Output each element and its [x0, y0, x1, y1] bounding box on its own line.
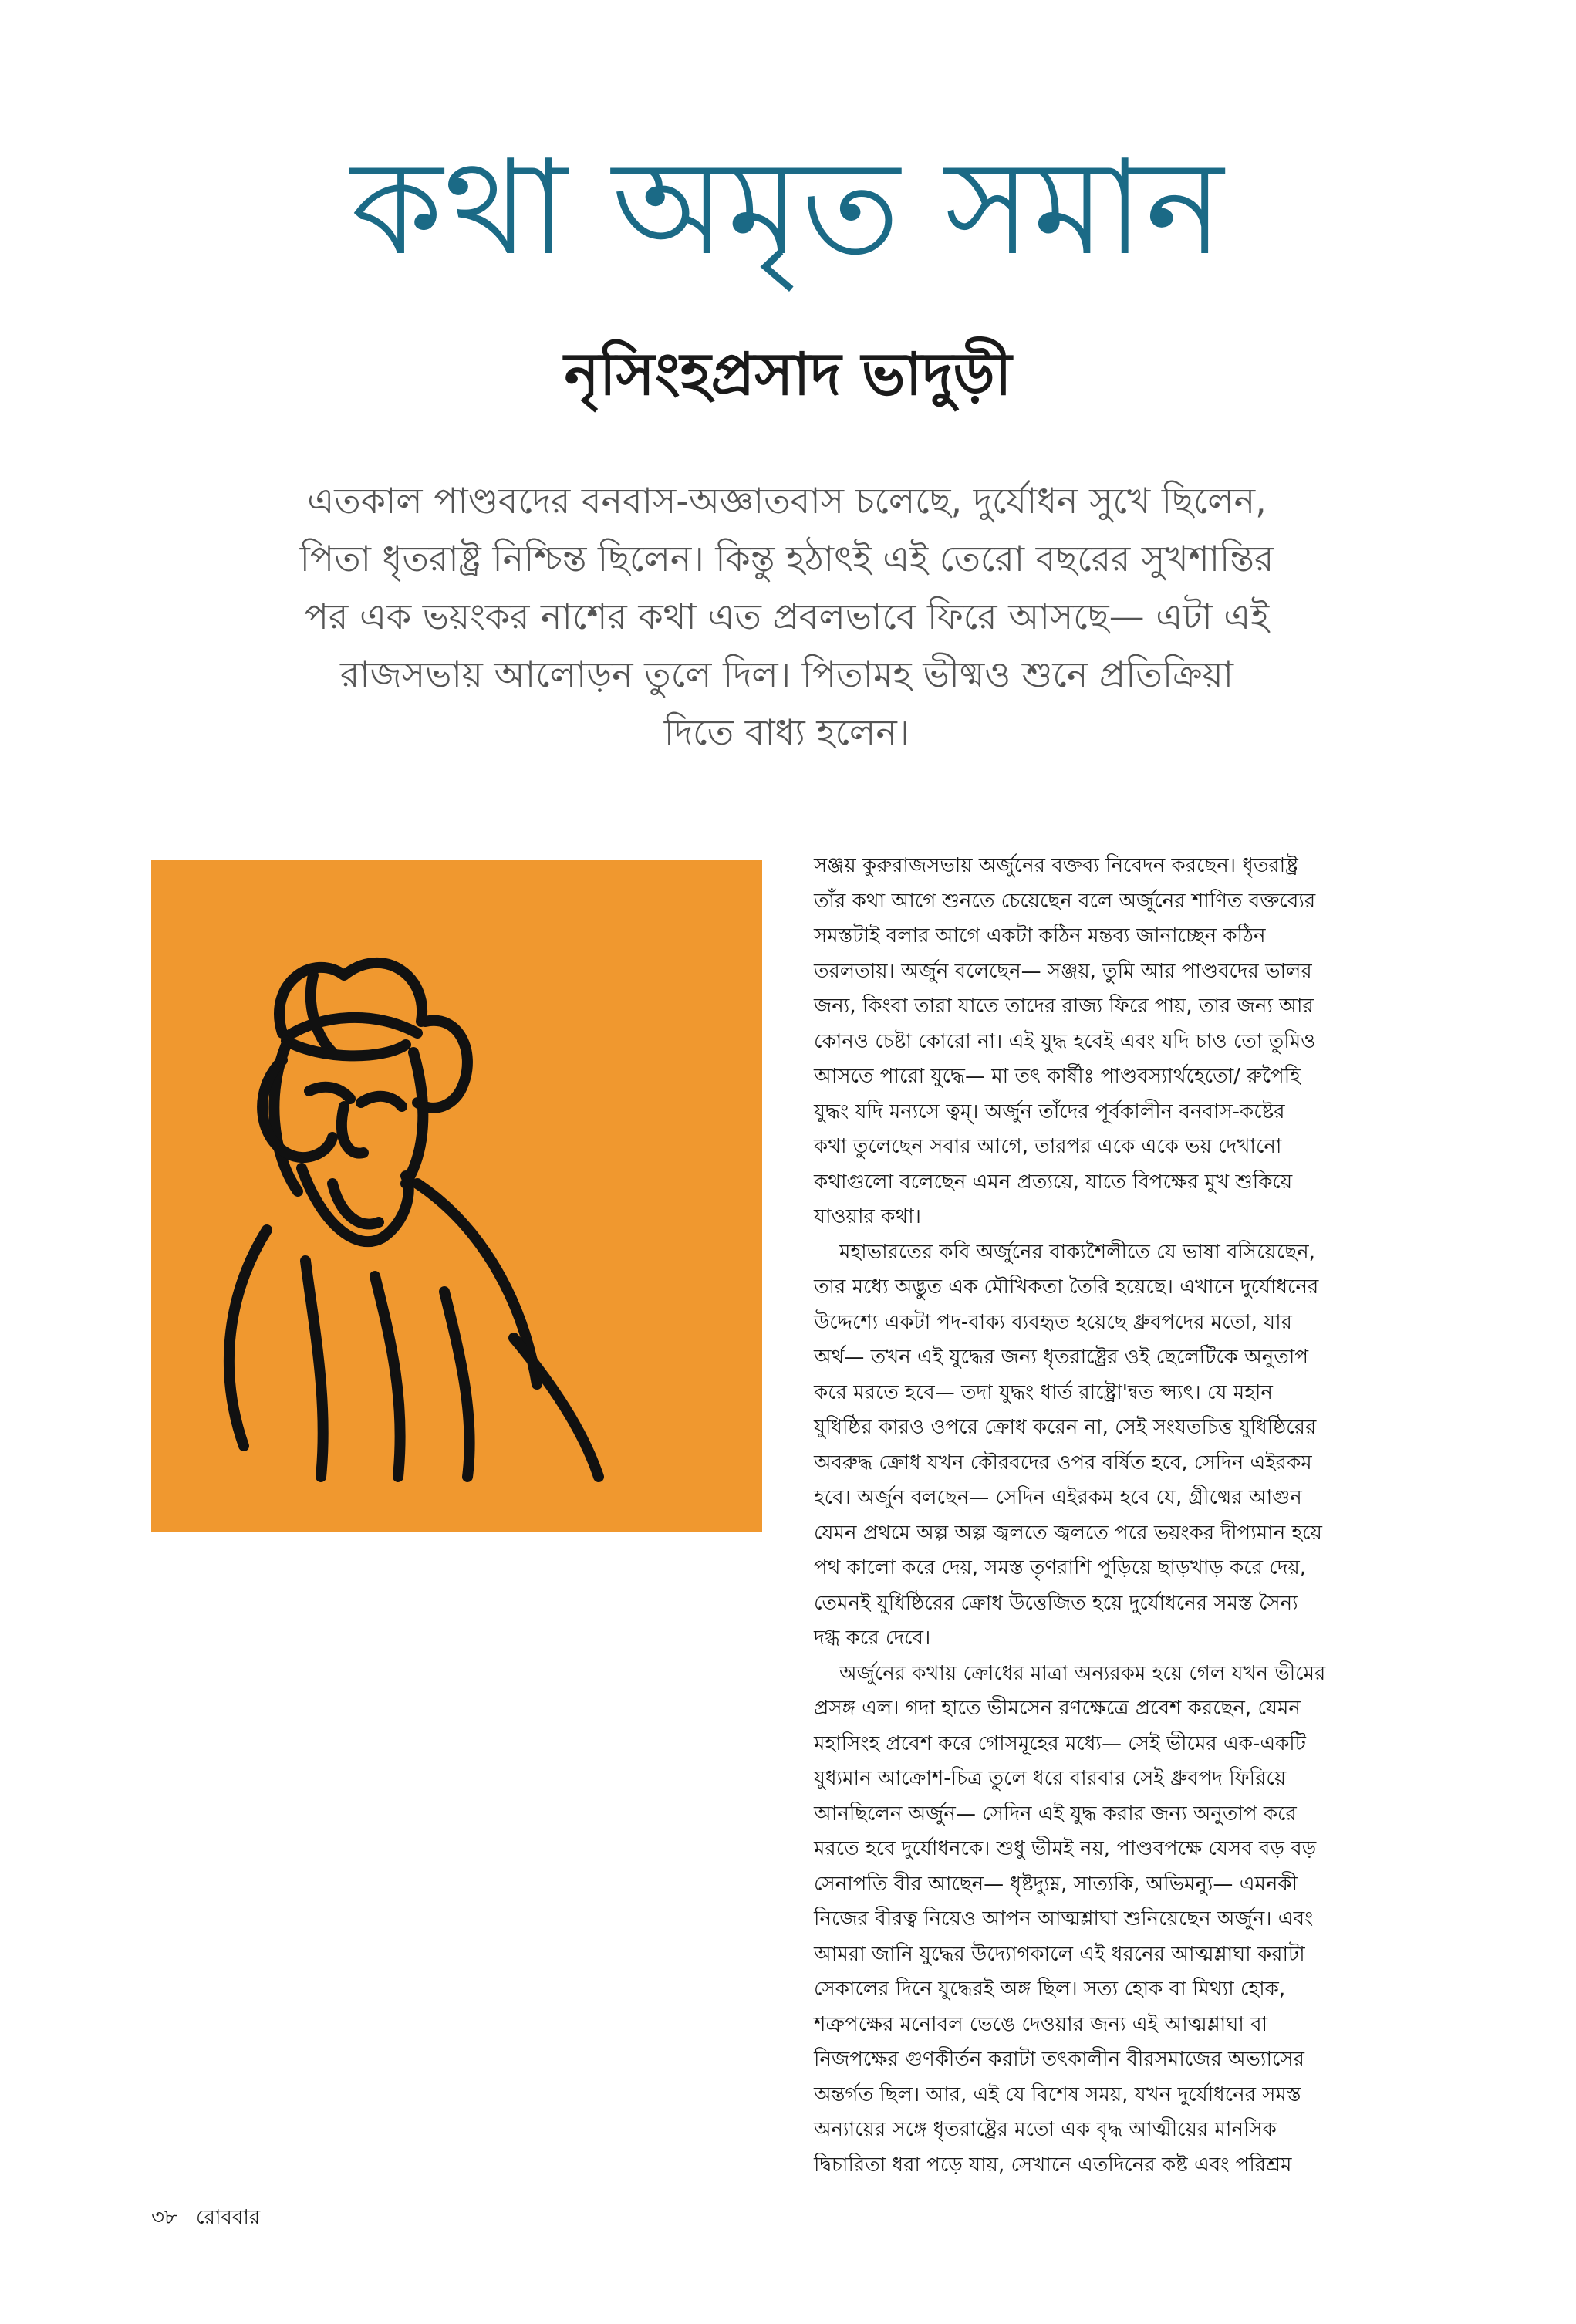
body-line: অর্জুনের কথায় ক্রোধের মাত্রা অন্যরকম হয়ে গেল যখন ভীমের: [814, 1661, 1326, 1685]
body-line: কথাগুলো বলেছেন এমন প্রত্যয়ে, যাতে বিপক্ষের মুখ শুকিয়ে: [814, 1170, 1293, 1194]
body-line: জন্য, কিংবা তারা যাতে তাদের রাজ্য ফিরে পায়, তার জন্য আর: [814, 995, 1314, 1018]
body-line: মহাসিংহ প্রবেশ করে গোসমূহের মধ্যে— সেই ভীমের এক-একটি: [814, 1731, 1306, 1755]
body-line: আমরা জানি যুদ্ধের উদ্যোগকালে এই ধরনের আত্মশ্লাঘা করাটা: [814, 1942, 1305, 1966]
body-line: দগ্ধ করে দেবে।: [814, 1626, 931, 1650]
turban-stroke: [311, 975, 332, 1052]
article-body: [814, 849, 1454, 2183]
turban-stroke: [286, 1041, 406, 1056]
eye-stroke: [361, 1096, 402, 1106]
intro-standfirst: [185, 472, 1389, 762]
body-line: যুধ্যমান আক্রোশ-চিত্র তুলে ধরে বারবার সেই ধ্রুবপদ ফিরিয়ে: [814, 1767, 1287, 1790]
intro-line: পিতা ধৃতরাষ্ট্র নিশ্চিন্ত ছিলেন। কিন্তু হঠাৎই এই তেরো বছরের সুখশান্তির: [299, 538, 1274, 579]
turban-stroke: [286, 1018, 417, 1037]
body-line: প্রসঙ্গ এল। গদা হাতে ভীমসেন রণক্ষেত্রে প্রবেশ করছেন, যেমন: [814, 1697, 1301, 1720]
face-stroke: [406, 1052, 423, 1184]
body-line: তার মধ্যে অদ্ভুত এক মৌখিকতা তৈরি হয়েছে। এখানে দুর্যোধনের: [814, 1275, 1319, 1299]
body-line: পথ কালো করে দেয়, সমস্ত তৃণরাশি পুড়িয়ে ছাড়খাড় করে দেয়,: [814, 1556, 1307, 1579]
sage-drawing: [151, 860, 762, 1532]
body-line: নিজপক্ষের গুণকীর্তন করাটা তৎকালীন বীরসমাজের অভ্যাসের: [814, 2048, 1304, 2071]
body-line: সমস্তটাই বলার আগে একটা কঠিন মন্তব্য জানাচ্ছেন কঠিন: [814, 924, 1266, 948]
body-stroke: [514, 1338, 599, 1477]
body-line: কথা তুলেছেন সবার আগে, তারপর একে একে ভয় দেখানো: [814, 1135, 1282, 1158]
body-line: কোনও চেষ্টা কোরো না। এই যুদ্ধ হবেই এবং যদি চাও তো তুমিও: [814, 1029, 1316, 1053]
nose-stroke: [342, 1106, 363, 1154]
body-line: তরলতায়। অর্জুন বলেছেন— সঞ্জয়, তুমি আর পাণ্ডবদের ভালর: [814, 959, 1312, 983]
body-line: তাঁর কথা আগে শুনতে চেয়েছেন বলে অর্জুনের শাণিত বক্তব্যের: [814, 889, 1316, 913]
intro-line: এতকাল পাণ্ডবদের বনবাস-অজ্ঞাতবাস চলেছে, দুর্যোধন সুখে ছিলেন,: [307, 480, 1267, 522]
page-footer: [151, 2204, 260, 2231]
sage-illustration: [151, 860, 762, 1532]
body-line: আসতে পারো যুদ্ধে— মা তৎ কার্ষীঃ পাণ্ডবস্যার্থহেতো/ রুপৈহি: [814, 1065, 1301, 1088]
body-line: শত্রুপক্ষের মনোবল ভেঙে দেওয়ার জন্য এই আত্মশ্লাঘা বা: [814, 2012, 1268, 2036]
body-line: মহাভারতের কবি অর্জুনের বাক্যশৈলীতে যে ভাষা বসিয়েছেন,: [814, 1240, 1315, 1264]
body-line: নিজের বীরত্ব নিয়েও আপন আত্মশ্লাঘা শুনিয়েছেন অর্জুন। এবং: [814, 1907, 1314, 1930]
intro-line: দিতে বাধ্য হলেন।: [663, 711, 910, 753]
body-line: যুধিষ্ঠির কারও ওপরে ক্রোধ করেন না, সেই সংযতচিত্ত যুধিষ্ঠিরের: [814, 1416, 1317, 1439]
beard-stroke: [332, 1184, 379, 1224]
intro-line: রাজসভায় আলোড়ন তুলে দিল। পিতামহ ভীষ্মও শুনে প্রতিক্রিয়া: [339, 654, 1234, 695]
beard-stroke: [302, 1168, 409, 1241]
body-stroke: [444, 1292, 470, 1477]
body-line: মরতে হবে দুর্যোধনকে। শুধু ভীমই নয়, পাণ্ডবপক্ষে যেসব বড় বড়: [814, 1837, 1317, 1860]
body-line: সঞ্জয় কুরুরাজসভায় অর্জুনের বক্তব্য নিবেদন করছেন। ধৃতরাষ্ট্র: [814, 854, 1298, 877]
intro-line: পর এক ভয়ংকর নাশের কথা এত প্রবলভাবে ফিরে আসছে— এটা এই: [304, 596, 1270, 637]
body-line: অবরুদ্ধ ক্রোধ যখন কৌরবদের ওপর বর্ষিত হবে, সেদিন এইরকম: [814, 1451, 1312, 1474]
body-line: আনছিলেন অর্জুন— সেদিন এই যুদ্ধ করার জন্য অনুতাপ করে: [814, 1802, 1297, 1826]
body-line: সেকালের দিনে যুদ্ধেরই অঙ্গ ছিল। সত্য হোক বা মিথ্যা হোক,: [814, 1978, 1286, 2001]
magazine-name: রোববার: [196, 2206, 261, 2229]
page-number: ৩৮: [151, 2206, 177, 2229]
body-line: অন্যায়ের সঙ্গে ধৃতরাষ্ট্রের মতো এক বৃদ্ধ আত্মীয়ের মানসিক: [814, 2118, 1277, 2141]
body-stroke: [305, 1261, 323, 1477]
body-line: যেমন প্রথমে অল্প অল্প জ্বলতে জ্বলতে পরে ভয়ংকর দীপ্যমান হয়ে: [814, 1521, 1322, 1545]
body-stroke: [375, 1276, 400, 1477]
body-stroke: [417, 1184, 537, 1384]
author-byline: নৃসিংহপ্রসাদ ভাদুড়ী: [564, 339, 1012, 408]
body-line: যুদ্ধং যদি মন্যসে ত্বম্। অর্জুন তাঁদের পূর্বকালীন বনবাস-কষ্টের: [814, 1100, 1285, 1123]
body-line: অন্তর্গত ছিল। আর, এই যে বিশেষ সময়, যখন দুর্যোধনের সমস্ত: [814, 2082, 1301, 2106]
page-title: কথা অমৃত সমান: [350, 132, 1226, 285]
body-line: যাওয়ার কথা।: [814, 1205, 921, 1228]
body-line: দ্বিচারিতা ধরা পড়ে যায়, সেখানে এতদিনের কষ্ট এবং পরিশ্রম: [814, 2153, 1292, 2177]
eye-stroke: [309, 1087, 350, 1099]
body-line: তেমনই যুধিষ্ঠিরের ক্রোধ উত্তেজিত হয়ে দুর্যোধনের সমস্ত সৈন্য: [814, 1591, 1298, 1615]
body-line: উদ্দেশ্যে একটা পদ-বাক্য ব্যবহৃত হয়েছে ধ্রুবপদের মতো, যার: [814, 1310, 1292, 1334]
body-line: করে মরতে হবে— তদা যুদ্ধং ধার্ত রাষ্ট্রো'ন্বত প্স্যৎ। যে মহান: [814, 1380, 1273, 1404]
body-line: অর্থ— তখন এই যুদ্ধের জন্য ধৃতরাষ্ট্রের ওই ছেলেটিকে অনুতাপ: [814, 1346, 1308, 1369]
body-line: সেনাপতি বীর আছেন— ধৃষ্টদ্যুম্ন, সাত্যকি, অভিমন্যু— এমনকী: [814, 1872, 1298, 1896]
body-stroke: [229, 1230, 267, 1446]
body-line: হবে। অর্জুন বলছেন— সেদিন এইরকম হবে যে, গ্রীষ্মের আগুন: [814, 1486, 1302, 1509]
